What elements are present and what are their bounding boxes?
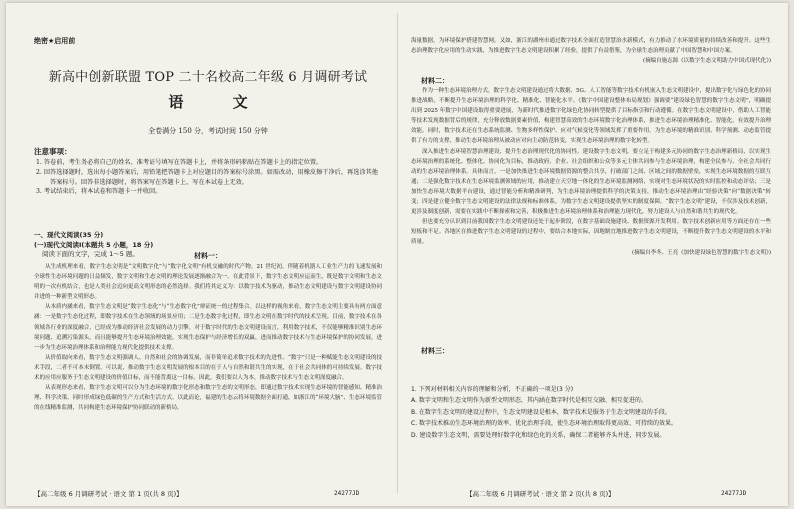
paragraph: 深入推进生态环境智慧治理建设，提升生态治理现代化的协同性。建设数字生态文明，要立足于构建多元协同的数字生态治理新格局，以实现生态环境治理的系统化、整体化、协同化为目标，推动政府、企业、社会组织和公众等多元主体共同参与生态环境治理，构建全民参与、全社会共同行动的生态环境治理体系。具体而言，一是加快推进生态环境数据资源的整合共享，打破部门之间、区域之间的数据壁垒，实现生态环境数据的互联互通；二是强化数字技术在生态环境监测领域的应用，推动建立天空地一体化的生态环境监测网络，实现对生态环境状况的实时监控和动态评估；三是加快生态环境大数据平台建设，通过智能分析和精准研判，为生态环境治理提供科学的决策支持，推动生态环境治理由“经验决策”向“数据决策”转变；四是建立健全数字生态文明建设的法律法规和标准体系，为数字生态文明建设提供坚实的制度保障。“数字生态文明”建设，不仅涉及技术创新，更涉及制度创新，需要在实践中不断探索和完善，积极推进生态环境治理体系和治理能力现代化，努力建设人与自然和谐共生的现代化。: [411, 148, 771, 216]
material-heading: 材料二：: [421, 77, 449, 85]
question-option: B. 在数字生态文明的建设过程中，生态文明建设是根本，数字技术是服务于生态文明建设的手段。: [411, 408, 671, 416]
page-footer: 【高二年级 6 月调研考试 · 语文 第 1 页(共 8 页)】: [34, 490, 183, 498]
column-divider: [397, 13, 398, 493]
paragraph: 但也要充分认识到目前我国数字生态文明建设还处于起步阶段，在数字基础设施建设、数据资源开发利用、数字技术创新应用等方面还存在一些短板和不足。各地区在推进数字生态文明建设的过程中，要结合本地实际，因地制宜地推进数字生态文明建设，不断提升数字生态文明建设的水平和质量。: [411, 219, 771, 246]
material-heading: 材料三：: [421, 347, 449, 355]
paragraph: 从价值取向来看，数字生态文明强调人、自然和社会的协调发展，而非简单追求数字技术的先进性。“数字”只是一种赋能生态文明建设的技术手段，二者不可本末倒置。可以说，推动数字生态文明发展的根本目的在于人与自然和谐共生的实现，在于社会共同体的可持续发展。数字技术的应用应服务于生态文明建设的价值目标，而不能背离这一目标。因此，我们要以人为本，推动数字技术与生态文明深度融合。: [34, 354, 382, 382]
notice-heading: 注意事项：: [34, 147, 72, 156]
material-2: [411, 76, 771, 258]
notice-list: [36, 158, 382, 197]
exam-sheet: [6, 3, 788, 506]
question-option: A. 数字文明和生态文明作为新型文明形态，其内涵在数字时代是相互交融、相互促进的。: [411, 397, 647, 405]
material-1: [34, 251, 382, 413]
notice-item: 3. 考试结束后，将本试卷和答题卡一并收回。: [36, 188, 162, 196]
source-citation: (摘编自施志源《以数字生态文明助力中国式现代化》): [642, 58, 771, 65]
question-option: C. 数字技术推动生态环境治理的效率、优化治理手段，使生态环境治理取得更高效、可持续的效果。: [411, 420, 678, 428]
page-code: 24277JD: [721, 490, 747, 497]
paragraph: 从生成机理来看，数字生态文明是“文明数字化”与“数字化文明”有机交融的时代产物。21 世纪初，伴随着机器人工业生产力的飞速发展和全球性生态环境问题的日益频发，数字文明和生态文明的理论发展逐渐融合为一。在此背景下，数字生态文明应运而生，既是数字文明和生态文明的一次有机结合，也是人类社会迈向更高文明形态的必然选择。我们将其定义为：以数字技术为驱动，推动生态文明建设与数字文明建设协同并进的一种新型文明形态。: [34, 264, 382, 301]
question-stem: 1. 下列对材料相关内容的理解和分析，不正确的一项是(3 分): [411, 386, 574, 393]
instruction: 阅读下面的文字，完成 1～5 题。: [42, 250, 139, 258]
subject-title: 语 文: [168, 93, 270, 111]
paragraph: 从本质内涵来看，数字生态文明是“数字生态化”与“生态数字化”辩证统一的过程集合。以这样的视角来看，数字生态文明主要具有两方面意涵：一是数字生态化过程，即数字技术在生态领域的场景应用；二是生态数字化过程，即生态文明在数字时代的技术呈现。目前，数字技术在各领域各行业的深度融合，已经成为推动经济社会发展的动力引擎。对于数字时代的生态文明建设而言，利用数字技术，不仅能够精准识别生态环境问题、追溯污染源头，而且能够提升生态环境治理效能，实现生态保护与经济增长的双赢，进而推动数字技术与生态环境保护的协同发展，进一步为生态环境治理体系和治理能力现代化提供技术支撑。: [34, 304, 382, 351]
source-citation: (摘编自李冬、王亮《加快建设绿色智慧的数字生态文明》): [631, 249, 771, 256]
material-1-continued: [411, 36, 771, 66]
material-heading: 材料一：: [194, 252, 222, 260]
right-column: [411, 3, 771, 506]
question-1: [411, 384, 771, 441]
material-3: [411, 346, 771, 356]
exam-title: 新高中创新联盟 TOP 二十名校高二年级 6 月调研考试: [48, 70, 368, 85]
page-footer: 【高二年级 6 月调研考试 · 语文 第 2 页(共 8 页)】: [466, 490, 615, 498]
paragraph: 海量数据，为环境保护搭建智慧网。又如，浙江的湖州市通过数字技术全面打造智慧治水新模式，有力推动了水环境质量的持续改善和提升。这些生态治理数字化应用的生动实践，为推进数字生态文明建设积累了经验，提供了有益借鉴，为全球生态治理贡献了中国智慧和中国方案。: [411, 38, 771, 55]
score-line: 全卷满分 150 分，考试时间 150 分钟: [148, 127, 268, 135]
paragraph: 从表现形态来看，数字生态文明可以分为生态环境的数字化形态和数字生态的文明形态，即通过数字技术实现生态环境的智能感知、精准治理、科学决策，同时形成绿色低碳的生产方式和生活方式。以此而论，福建的生态云将环境数据全面打通，如浙江的“环境大脑”、生态环境监管的在线精准监测，共同构建生态环境保护协同联动的新格局。: [34, 385, 382, 412]
page-code: 24277JD: [334, 490, 360, 497]
notice-item: 1. 答卷前，考生务必将自己的姓名、准考证号填写在答题卡上，并将条形码粘贴在答题卡上的指定位置。: [36, 159, 323, 166]
paragraph: 作为一种生态环境治理方式，数字生态文明建设通过将大数据、5G、人工智能等数字技术有机嵌入生态文明建设中，提出数字化与绿色化的协同推进战略，不断提升生态环境治理的科学化、精准化、智能化水平。《数字中国建设整体布局规划》强调要“建设绿色智慧的数字生态文明”，明确提出到 2025 年数字中国建设取得重要进展，为新时代推进数字化绿色化协同转型提供了目标指引和行动遵循。在数字生态文明建设中，借助人工智能等技术发现数据背后的规律，充分释放数据要素价值，构建智慧高效的生态环境数字化治理体系，推进生态环境治理精准化、智能化，有效提升治理效能。同时，数字技术还在生态系统监测、生物多样性保护、应对气候变化等领域发挥了重要作用，为生态环境的精准识别、科学预测、动态监管提供了有力的支撑，推动生态环境治理从被动应对向主动防范转变，实现生态环境治理的数字化转型。: [411, 88, 771, 145]
section-title: 一、现代文阅读(35 分): [34, 231, 104, 239]
notice-item: 2. 回答选择题时，选出每小题答案后，用铅笔把答题卡上对应题目的答案标号涂黑。如需改动，用橡皮擦干净后，再选涂其他答案标号。回答非选择题时，将答案写在答题卡上，写在本试卷上无效。: [36, 168, 378, 186]
subsection-title: (一)现代文阅读Ⅰ(本题共 5 小题，18 分): [34, 240, 154, 249]
secret-label: 绝密★启用前: [34, 37, 76, 45]
question-option: D. 建设数字生态文明，需要处理好数字化和绿色化的关系，确保二者能够齐头并进，同步发展。: [411, 431, 666, 439]
left-column: [34, 3, 382, 506]
